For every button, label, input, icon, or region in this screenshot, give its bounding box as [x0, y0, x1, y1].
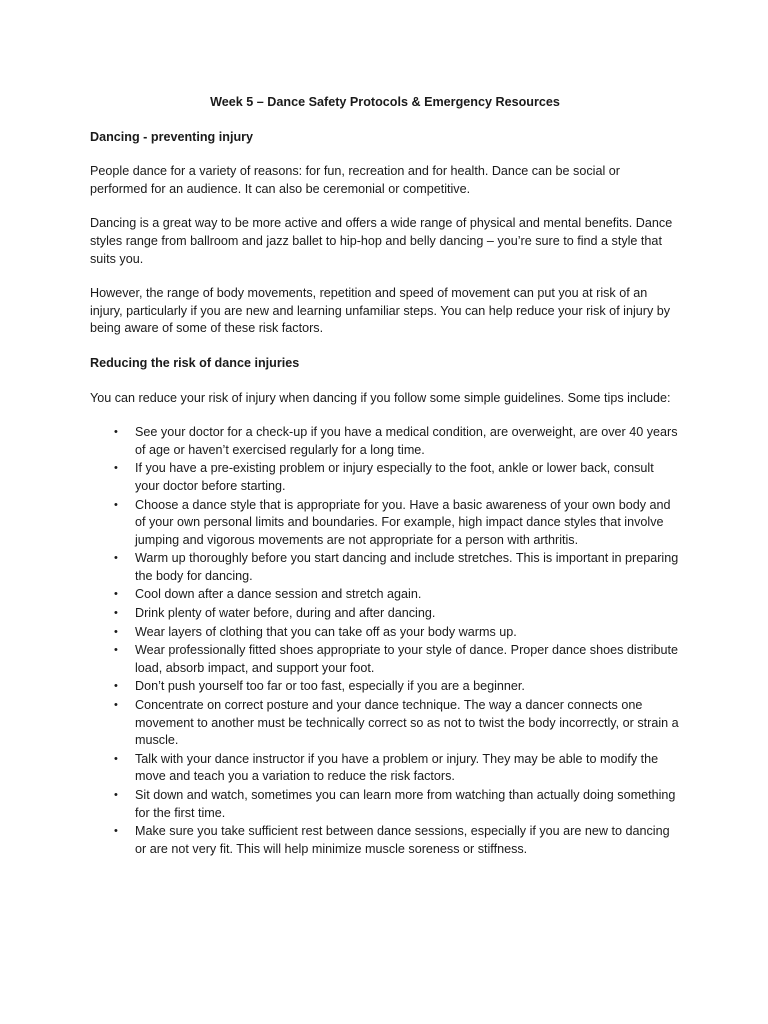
list-item-text: Concentrate on correct posture and your dance technique. The way a dancer connects one movement to another must be technically correct so as not to twist the body incorrectly, or strain a muscle. [135, 698, 679, 748]
bullet-icon: • [114, 498, 118, 511]
list-item [90, 460, 680, 495]
bullet-icon: • [114, 607, 118, 620]
list-item-text: Choose a dance style that is appropriate for you. Have a basic awareness of your own body and of your own personal limits and boundaries. For example, high impact dance styles that involve jumping and vigorous movements are not appropriate for a person with arthritis. [135, 497, 671, 547]
bullet-icon: • [114, 825, 118, 838]
bullet-icon: • [114, 426, 118, 439]
bullet-icon: • [114, 752, 118, 765]
list-item [90, 605, 680, 623]
paragraph-risk: However, the range of body movements, repetition and speed of movement can put you at risk of an injury, particularly if you are new and learning unfamiliar steps. You can help reduce your risk of injury by being aware of some of these risk factors. [90, 286, 671, 336]
document-page [90, 94, 680, 859]
list-item-text: Wear professionally fitted shoes appropriate to your style of dance. Proper dance shoes distribute load, absorb impact, and support your foot. [135, 643, 679, 675]
list-item-text: Don’t push yourself too far or too fast, especially if you are a beginner. [135, 679, 525, 694]
bullet-icon: • [114, 680, 118, 693]
list-item [90, 678, 680, 696]
paragraph-reasons: People dance for a variety of reasons: for fun, recreation and for health. Dance can be social or performed for an audience. It can also be ceremonial or competitive. [90, 164, 620, 196]
list-item [90, 497, 680, 550]
bullet-icon: • [114, 789, 118, 801]
list-item [90, 787, 680, 822]
list-item [90, 624, 680, 642]
document-title: Week 5 – Dance Safety Protocols & Emergency Resources [210, 95, 560, 109]
list-item [90, 823, 680, 858]
list-item-text: Talk with your dance instructor if you have a problem or injury. They may be able to modify the move and teach you a variation to reduce the risk factors. [135, 751, 659, 784]
list-item-text: Sit down and watch, sometimes you can learn more from watching than actually doing something for the first time. [135, 788, 676, 820]
list-item [90, 751, 680, 786]
bullet-icon: • [114, 552, 118, 565]
list-item [90, 550, 680, 585]
paragraph-benefits: Dancing is a great way to be more active and offers a wide range of physical and mental benefits. Dance styles range from ballroom and jazz ballet to hip-hop and belly dancing – you’re sure to find a style that suits you. [90, 216, 673, 266]
list-item [90, 697, 680, 750]
bullet-icon: • [114, 644, 118, 657]
list-item-text: Warm up thoroughly before you start dancing and include stretches. This is important in preparing the body for dancing. [135, 551, 679, 583]
bullet-icon: • [114, 588, 118, 601]
bullet-icon: • [114, 699, 118, 712]
list-item-text: If you have a pre-existing problem or injury especially to the foot, ankle or lower back, consult your doctor before starting. [135, 461, 654, 493]
list-item [90, 424, 680, 459]
bullet-icon: • [114, 462, 118, 475]
tips-list [90, 424, 680, 858]
bullet-icon: • [114, 625, 118, 638]
list-item-text: Cool down after a dance session and stretch again. [135, 587, 422, 602]
paragraph-intro: You can reduce your risk of injury when dancing if you follow some simple guidelines. Some tips include: [90, 390, 671, 405]
list-item [90, 642, 680, 677]
list-item-text: Drink plenty of water before, during and after dancing. [135, 606, 436, 621]
list-item [90, 586, 680, 604]
section-heading-preventing-injury: Dancing - preventing injury [90, 129, 254, 144]
list-item-text: Wear layers of clothing that you can take off as your body warms up. [135, 624, 517, 639]
list-item-text: Make sure you take sufficient rest between dance sessions, especially if you are new to dancing or are not very fit. This will help minimize muscle soreness or stiffness. [135, 824, 670, 856]
list-item-text: See your doctor for a check-up if you have a medical condition, are overweight, are over 40 years of age or haven’t exercised regularly for a long time. [135, 425, 678, 457]
section-heading-reducing-risk: Reducing the risk of dance injuries [90, 355, 300, 370]
